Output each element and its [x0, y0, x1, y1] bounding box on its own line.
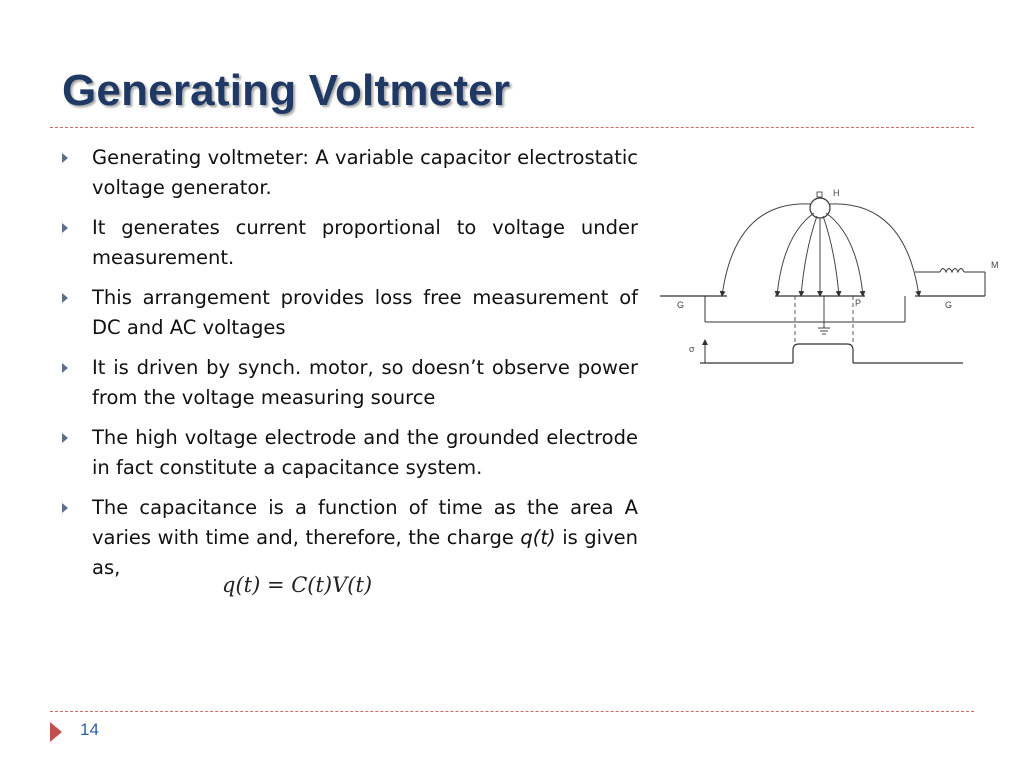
bullet-arrow-icon [62, 293, 68, 303]
title-divider [50, 127, 974, 128]
footer-triangle-icon [50, 722, 62, 742]
label-sigma: σ [689, 344, 695, 354]
bullet-arrow-icon [62, 153, 68, 163]
bullet-text: It generates current proportional to voltage under measurement. [92, 216, 638, 269]
page-number: 14 [80, 720, 99, 739]
slide-title: Generating Voltmeter [62, 66, 511, 115]
bullet-arrow-icon [62, 223, 68, 233]
footer-divider [50, 711, 974, 712]
generating-voltmeter-diagram [655, 180, 1005, 370]
bullet-item [62, 493, 638, 583]
label-g-left: G [677, 300, 685, 310]
label-p: P [855, 298, 862, 308]
label-g-right: G [945, 300, 953, 310]
bullet-item [62, 213, 638, 273]
bullet-text: This arrangement provides loss free measurement of DC and AC voltages [92, 286, 638, 339]
bullet-arrow-icon [62, 503, 68, 513]
bullet-item [62, 353, 638, 413]
bullet-text-before: The capacitance is a function of time as the area A varies with time and, therefore, the charge [92, 496, 638, 549]
bullet-list [62, 143, 638, 593]
bullet-item [62, 143, 638, 203]
motor-coil [940, 269, 964, 273]
bullet-text: The high voltage electrode and the grounded electrode in fact constitute a capacitance system. [92, 426, 638, 479]
bullet-item [62, 283, 638, 343]
hv-electrode [810, 198, 830, 218]
charge-symbol: q(t) [520, 526, 556, 549]
charge-formula: q(t) = C(t)V(t) [222, 573, 373, 597]
bullet-text: Generating voltmeter: A variable capacitor electrostatic voltage generator. [92, 146, 638, 199]
bullet-text-after: is given as, [92, 526, 638, 579]
label-h: H [833, 188, 840, 198]
bullet-text: It is driven by synch. motor, so doesn’t observe power from the voltage measuring source [92, 356, 638, 409]
bullet-arrow-icon [62, 433, 68, 443]
bullet-item [62, 423, 638, 483]
bullet-arrow-icon [62, 363, 68, 373]
label-m: M [991, 260, 999, 270]
